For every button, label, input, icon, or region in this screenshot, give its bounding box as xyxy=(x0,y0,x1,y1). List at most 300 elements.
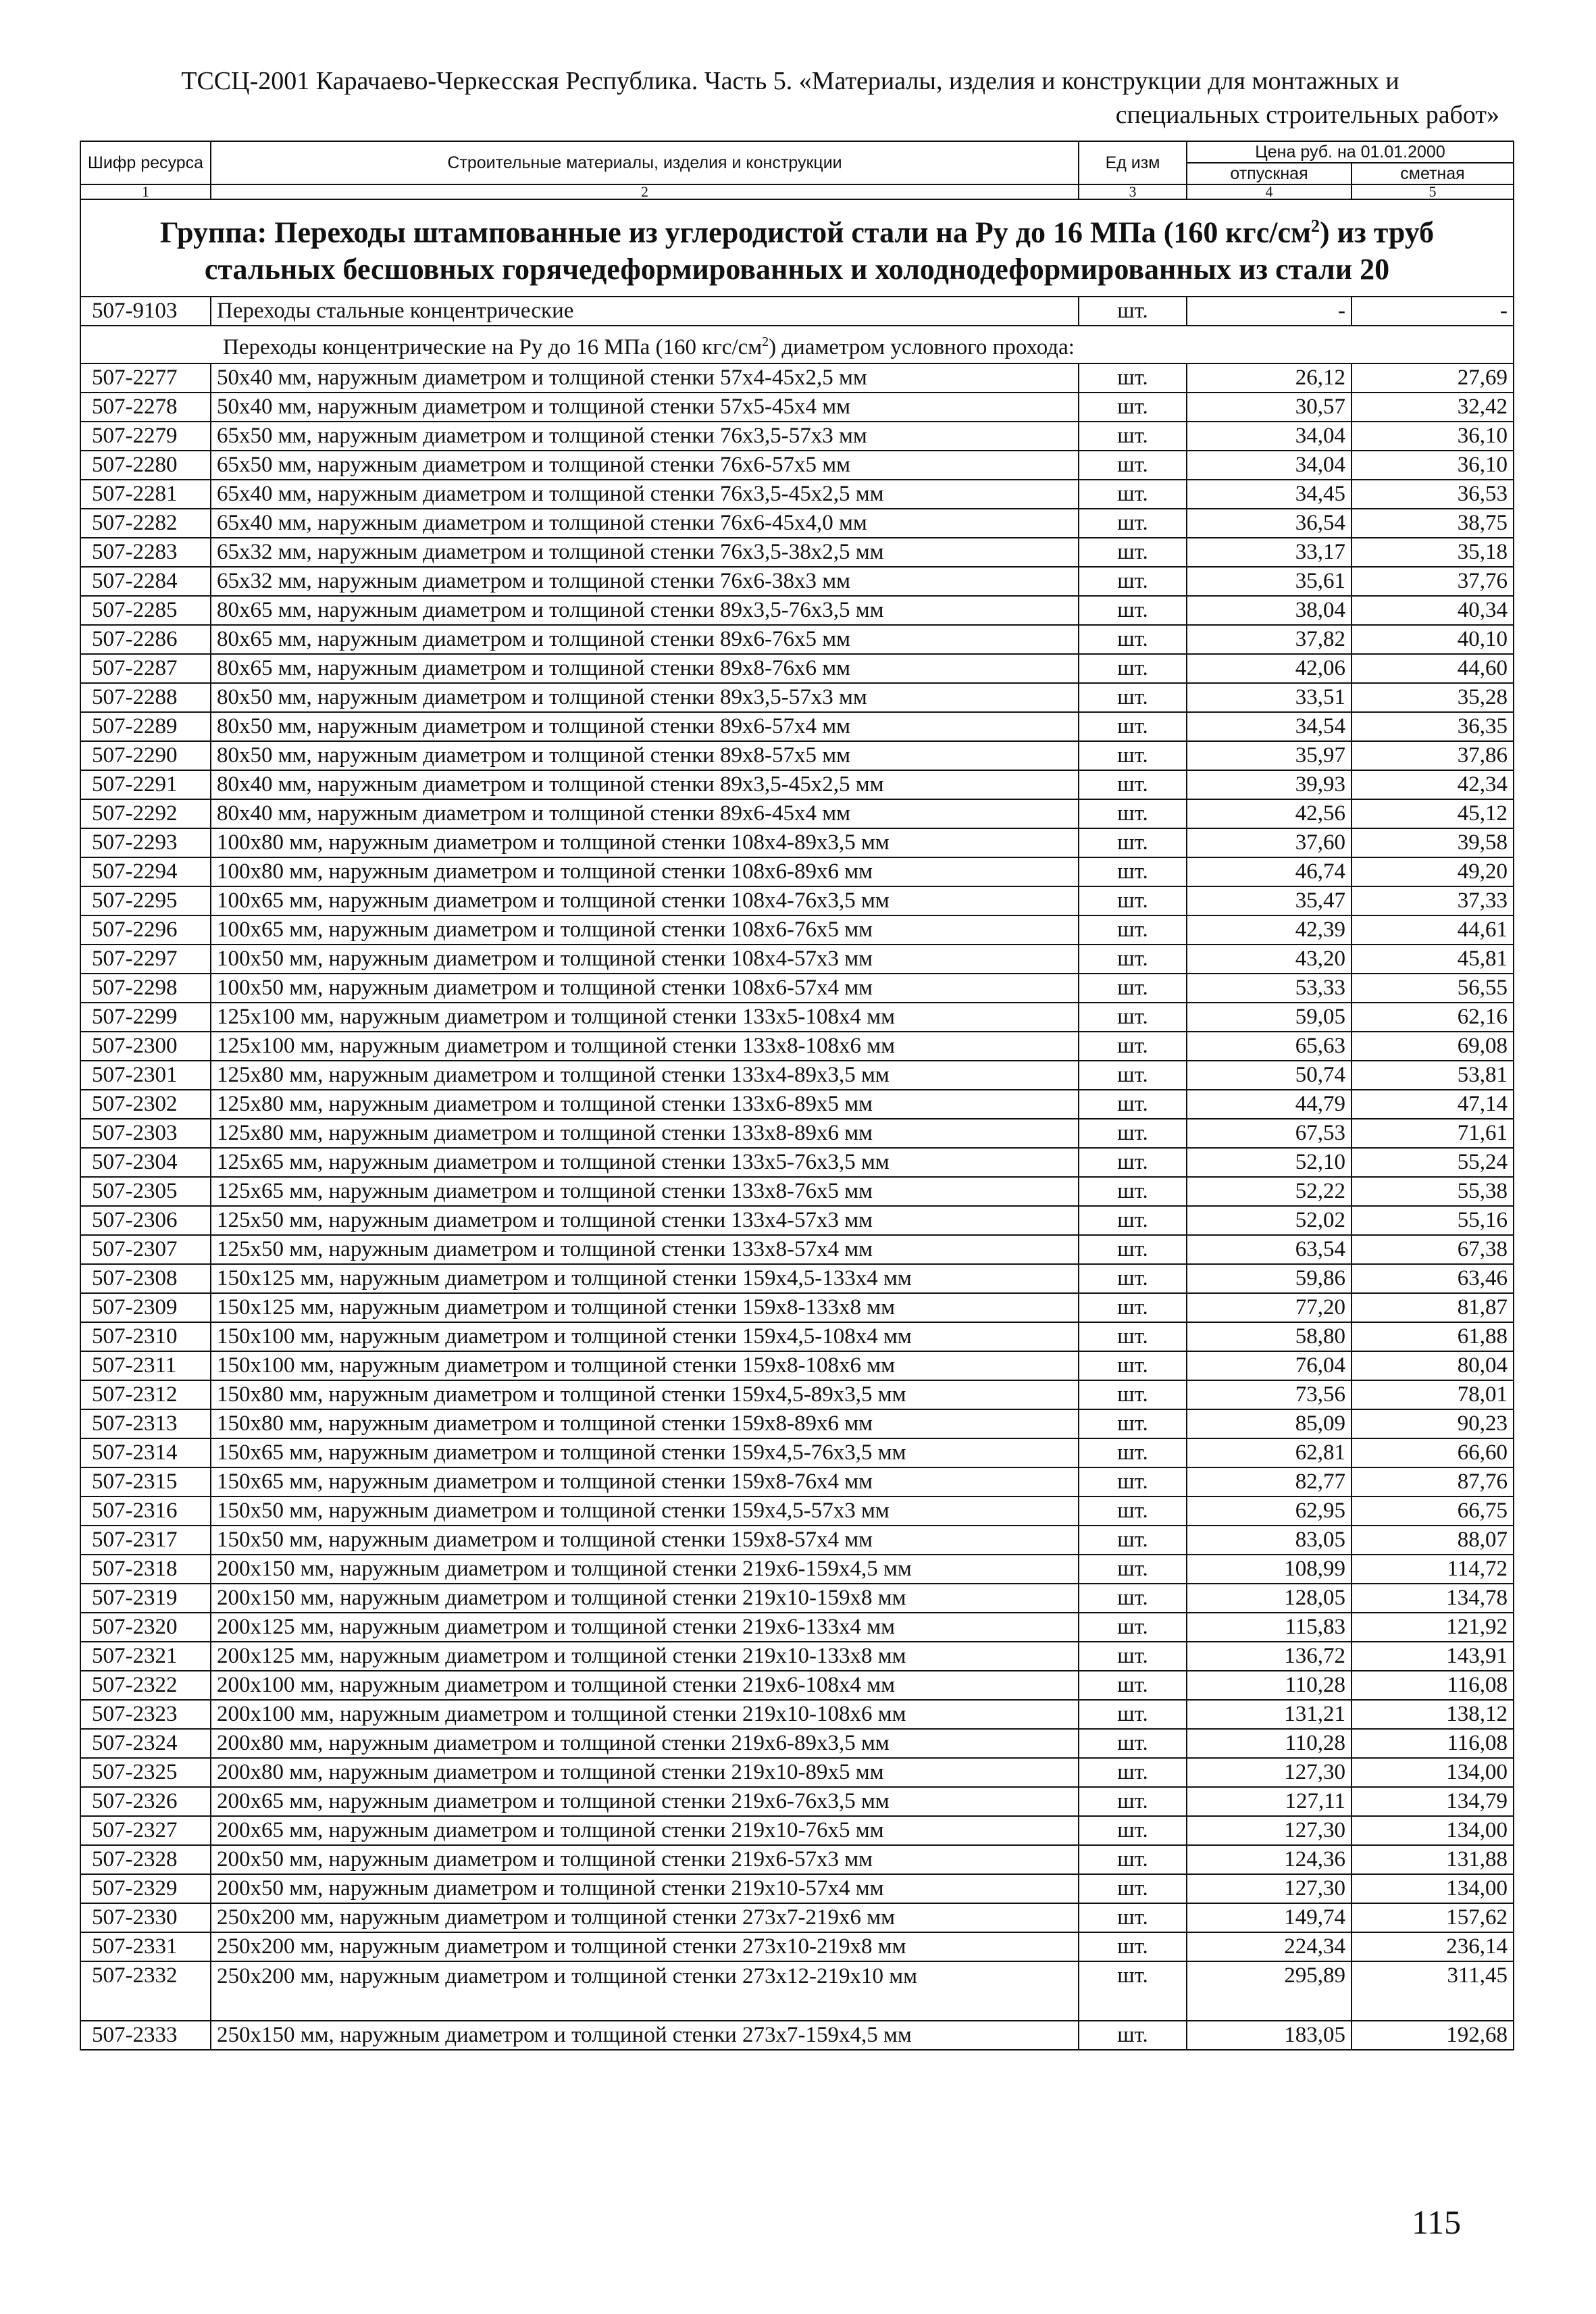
col-header-release: отпускная xyxy=(1187,163,1352,184)
table-row xyxy=(80,393,1514,422)
cell-code: 507-2287 xyxy=(80,654,211,683)
cell-code: 507-2280 xyxy=(80,451,211,480)
cell-release-price: 34,45 xyxy=(1187,480,1352,509)
cell-unit: шт. xyxy=(1079,1555,1187,1584)
cell-unit: шт. xyxy=(1079,567,1187,596)
table-row xyxy=(80,2021,1514,2050)
cell-code: 507-2277 xyxy=(80,363,211,393)
cell-code: 507-2307 xyxy=(80,1235,211,1264)
cell-release-price: 59,05 xyxy=(1187,1003,1352,1032)
col-number: 3 xyxy=(1079,184,1187,199)
cell-release-price: 183,05 xyxy=(1187,2021,1352,2050)
cell-release-price: 52,10 xyxy=(1187,1148,1352,1177)
cell-release-price: 83,05 xyxy=(1187,1526,1352,1555)
col-header-code: Шифр ресурса xyxy=(80,141,211,184)
cell-unit: шт. xyxy=(1079,1206,1187,1235)
cell-description: 125x100 мм, наружным диаметром и толщиной стенки 133x8-108x6 мм xyxy=(211,1032,1079,1061)
cell-description: 150x100 мм, наружным диаметром и толщиной стенки 159x4,5-108x4 мм xyxy=(211,1322,1079,1351)
cell-code: 507-2323 xyxy=(80,1700,211,1729)
cell-description: 80x50 мм, наружным диаметром и толщиной стенки 89x6-57x4 мм xyxy=(211,712,1079,741)
cell-description: 65x32 мм, наружным диаметром и толщиной стенки 76x6-38x3 мм xyxy=(211,567,1079,596)
cell-release-price: 62,81 xyxy=(1187,1438,1352,1467)
table-row xyxy=(80,1438,1514,1467)
cell-estimate-price: 35,18 xyxy=(1352,538,1514,567)
cell-code: 507-2278 xyxy=(80,393,211,422)
table-row xyxy=(80,828,1514,857)
table-row xyxy=(80,1584,1514,1613)
cell-release-price: 44,79 xyxy=(1187,1090,1352,1119)
cell-release-price: 127,30 xyxy=(1187,1874,1352,1903)
cell-release-price: 52,22 xyxy=(1187,1177,1352,1206)
cell-description: Переходы стальные концентрические xyxy=(211,297,1079,326)
cell-estimate-price: 37,76 xyxy=(1352,567,1514,596)
cell-estimate-price: 78,01 xyxy=(1352,1380,1514,1409)
col-number: 2 xyxy=(211,184,1079,199)
table-row xyxy=(80,945,1514,974)
cell-description: 200x100 мм, наружным диаметром и толщиной стенки 219x10-108x6 мм xyxy=(211,1700,1079,1729)
cell-unit: шт. xyxy=(1079,1293,1187,1322)
cell-description: 150x65 мм, наружным диаметром и толщиной стенки 159x8-76x4 мм xyxy=(211,1467,1079,1496)
cell-code: 507-2311 xyxy=(80,1351,211,1380)
cell-unit: шт. xyxy=(1079,596,1187,625)
table-row xyxy=(80,1032,1514,1061)
table-row xyxy=(80,1235,1514,1264)
cell-estimate-price: 56,55 xyxy=(1352,974,1514,1003)
group-title-text-end: ) из труб стальных бесшовных горячедеформированных и холоднодеформированных из стали 20 xyxy=(204,216,1435,286)
cell-estimate-price: 40,34 xyxy=(1352,596,1514,625)
cell-code: 507-2332 xyxy=(80,1961,211,2021)
cell-code: 507-2327 xyxy=(80,1816,211,1845)
table-row xyxy=(80,567,1514,596)
cell-release-price: 52,02 xyxy=(1187,1206,1352,1235)
cell-release-price: 131,21 xyxy=(1187,1700,1352,1729)
table-row xyxy=(80,1787,1514,1816)
cell-unit: шт. xyxy=(1079,828,1187,857)
cell-estimate-price: 116,08 xyxy=(1352,1729,1514,1758)
table-row xyxy=(80,480,1514,509)
cell-description: 50x40 мм, наружным диаметром и толщиной стенки 57x5-45x4 мм xyxy=(211,393,1079,422)
cell-code: 507-2298 xyxy=(80,974,211,1003)
cell-release-price: 127,30 xyxy=(1187,1758,1352,1787)
table-row xyxy=(80,1467,1514,1496)
cell-code: 507-2294 xyxy=(80,857,211,886)
cell-code: 507-2326 xyxy=(80,1787,211,1816)
cell-code: 507-2318 xyxy=(80,1555,211,1584)
cell-description: 100x65 мм, наружным диаметром и толщиной стенки 108x6-76x5 мм xyxy=(211,915,1079,945)
cell-estimate-price: 71,61 xyxy=(1352,1119,1514,1148)
cell-release-price: 136,72 xyxy=(1187,1642,1352,1671)
cell-release-price: 33,51 xyxy=(1187,683,1352,712)
cell-description: 200x150 мм, наружным диаметром и толщиной стенки 219x6-159x4,5 мм xyxy=(211,1555,1079,1584)
cell-description: 80x40 мм, наружным диаметром и толщиной стенки 89x3,5-45x2,5 мм xyxy=(211,770,1079,799)
cell-code: 507-2301 xyxy=(80,1061,211,1090)
cell-code: 507-2316 xyxy=(80,1496,211,1526)
table-row xyxy=(80,625,1514,654)
subheader-text-start: Переходы концентрические на Ру до 16 МПа (160 кгс/см xyxy=(223,334,763,359)
cell-code: 507-2302 xyxy=(80,1090,211,1119)
table-row xyxy=(80,1148,1514,1177)
cell-code: 507-2279 xyxy=(80,422,211,451)
table-row xyxy=(80,1729,1514,1758)
cell-estimate-price: 192,68 xyxy=(1352,2021,1514,2050)
cell-estimate-price: 134,00 xyxy=(1352,1816,1514,1845)
cell-release-price: 33,17 xyxy=(1187,538,1352,567)
cell-release-price: 42,06 xyxy=(1187,654,1352,683)
subheader-row xyxy=(80,326,1514,363)
cell-release-price: 35,97 xyxy=(1187,741,1352,770)
cell-release-price: 110,28 xyxy=(1187,1671,1352,1700)
cell-estimate-price: 44,61 xyxy=(1352,915,1514,945)
cell-code: 507-2305 xyxy=(80,1177,211,1206)
cell-description: 125x100 мм, наружным диаметром и толщиной стенки 133x5-108x4 мм xyxy=(211,1003,1079,1032)
cell-code: 507-2329 xyxy=(80,1874,211,1903)
cell-estimate-price: 138,12 xyxy=(1352,1700,1514,1729)
cell-unit: шт. xyxy=(1079,1380,1187,1409)
cell-estimate-price: 80,04 xyxy=(1352,1351,1514,1380)
cell-description: 125x50 мм, наружным диаметром и толщиной стенки 133x8-57x4 мм xyxy=(211,1235,1079,1264)
cell-description: 150x125 мм, наружным диаметром и толщиной стенки 159x8-133x8 мм xyxy=(211,1293,1079,1322)
cell-estimate-price: 90,23 xyxy=(1352,1409,1514,1438)
document-header-line1: ТССЦ-2001 Карачаево-Черкесская Республика. Часть 5. «Материалы, изделия и конструкции для монтажных и xyxy=(181,67,1399,95)
cell-unit: шт. xyxy=(1079,974,1187,1003)
cell-description: 125x80 мм, наружным диаметром и толщиной стенки 133x4-89x3,5 мм xyxy=(211,1061,1079,1090)
cell-estimate-price: 236,14 xyxy=(1352,1932,1514,1961)
cell-code: 507-2309 xyxy=(80,1293,211,1322)
cell-description: 200x50 мм, наружным диаметром и толщиной стенки 219x10-57x4 мм xyxy=(211,1874,1079,1903)
cell-unit: шт. xyxy=(1079,654,1187,683)
cell-code: 507-2293 xyxy=(80,828,211,857)
cell-description: 200x150 мм, наружным диаметром и толщиной стенки 219x10-159x8 мм xyxy=(211,1584,1079,1613)
cell-code: 507-2283 xyxy=(80,538,211,567)
cell-release-price: 124,36 xyxy=(1187,1845,1352,1874)
cell-unit: шт. xyxy=(1079,1816,1187,1845)
table-row xyxy=(80,1613,1514,1642)
cell-unit: шт. xyxy=(1079,1903,1187,1932)
table-row xyxy=(80,1351,1514,1380)
cell-unit: шт. xyxy=(1079,1671,1187,1700)
cell-description: 125x80 мм, наружным диаметром и толщиной стенки 133x6-89x5 мм xyxy=(211,1090,1079,1119)
cell-estimate-price: 134,00 xyxy=(1352,1874,1514,1903)
cell-unit: шт. xyxy=(1079,1642,1187,1671)
cell-unit: шт. xyxy=(1079,422,1187,451)
cell-description: 80x65 мм, наружным диаметром и толщиной стенки 89x3,5-76x3,5 мм xyxy=(211,596,1079,625)
cell-estimate-price: 67,38 xyxy=(1352,1235,1514,1264)
table-row xyxy=(80,1119,1514,1148)
cell-estimate-price: 131,88 xyxy=(1352,1845,1514,1874)
cell-code: 507-2288 xyxy=(80,683,211,712)
cell-estimate-price: 55,16 xyxy=(1352,1206,1514,1235)
cell-unit: шт. xyxy=(1079,480,1187,509)
cell-release-price: 42,39 xyxy=(1187,915,1352,945)
cell-unit: шт. xyxy=(1079,1496,1187,1526)
cell-code: 507-2310 xyxy=(80,1322,211,1351)
cell-code: 507-2284 xyxy=(80,567,211,596)
cell-estimate-price: 45,12 xyxy=(1352,799,1514,828)
cell-release-price: 128,05 xyxy=(1187,1584,1352,1613)
cell-release-price: 58,80 xyxy=(1187,1322,1352,1351)
col-header-name: Строительные материалы, изделия и конструкции xyxy=(211,141,1079,184)
cell-unit: шт. xyxy=(1079,1845,1187,1874)
cell-estimate-price: 47,14 xyxy=(1352,1090,1514,1119)
cell-estimate-price: 49,20 xyxy=(1352,857,1514,886)
cell-estimate-price: 66,75 xyxy=(1352,1496,1514,1526)
cell-unit: шт. xyxy=(1079,297,1187,326)
cell-unit: шт. xyxy=(1079,1932,1187,1961)
table-row xyxy=(80,770,1514,799)
cell-unit: шт. xyxy=(1079,1264,1187,1293)
table-row xyxy=(80,1816,1514,1845)
cell-release-price: 127,30 xyxy=(1187,1816,1352,1845)
table-row xyxy=(80,1322,1514,1351)
cell-code: 507-2308 xyxy=(80,1264,211,1293)
cell-unit: шт. xyxy=(1079,1700,1187,1729)
cell-description: 100x80 мм, наружным диаметром и толщиной стенки 108x4-89x3,5 мм xyxy=(211,828,1079,857)
cell-unit: шт. xyxy=(1079,886,1187,915)
cell-description: 125x50 мм, наружным диаметром и толщиной стенки 133x4-57x3 мм xyxy=(211,1206,1079,1235)
cell-release-price: 26,12 xyxy=(1187,363,1352,393)
cell-code: 507-2289 xyxy=(80,712,211,741)
cell-estimate-price: 45,81 xyxy=(1352,945,1514,974)
table-row xyxy=(80,1903,1514,1932)
cell-description: 150x50 мм, наружным диаметром и толщиной стенки 159x8-57x4 мм xyxy=(211,1526,1079,1555)
table-row xyxy=(80,1845,1514,1874)
table-row xyxy=(80,1409,1514,1438)
cell-description: 200x80 мм, наружным диаметром и толщиной стенки 219x6-89x3,5 мм xyxy=(211,1729,1079,1758)
cell-estimate-price: 62,16 xyxy=(1352,1003,1514,1032)
cell-unit: шт. xyxy=(1079,1758,1187,1787)
cell-description: 125x80 мм, наружным диаметром и толщиной стенки 133x8-89x6 мм xyxy=(211,1119,1079,1148)
cell-unit: шт. xyxy=(1079,945,1187,974)
cell-code: 507-2295 xyxy=(80,886,211,915)
cell-description: 250x200 мм, наружным диаметром и толщиной стенки 273x12-219x10 мм xyxy=(211,1961,1079,2021)
group-title-text: Группа: Переходы штампованные из углеродистой стали на Ру до 16 МПа (160 кгс/см xyxy=(159,216,1312,249)
cell-description: 65x40 мм, наружным диаметром и толщиной стенки 76x6-45x4,0 мм xyxy=(211,509,1079,538)
table-row xyxy=(80,1003,1514,1032)
cell-code: 507-2319 xyxy=(80,1584,211,1613)
cell-unit: шт. xyxy=(1079,509,1187,538)
table-row xyxy=(80,538,1514,567)
cell-estimate-price: 114,72 xyxy=(1352,1555,1514,1584)
group-title-row xyxy=(80,199,1514,297)
col-number: 5 xyxy=(1352,184,1514,199)
table-row xyxy=(80,509,1514,538)
cell-code: 507-2324 xyxy=(80,1729,211,1758)
cell-estimate-price: 81,87 xyxy=(1352,1293,1514,1322)
cell-code: 507-2320 xyxy=(80,1613,211,1642)
col-header-price-group: Цена руб. на 01.01.2000 xyxy=(1187,141,1514,163)
table-row xyxy=(80,654,1514,683)
cell-code: 507-2312 xyxy=(80,1380,211,1409)
cell-estimate-price: 40,10 xyxy=(1352,625,1514,654)
col-number: 4 xyxy=(1187,184,1352,199)
cell-description: 65x50 мм, наружным диаметром и толщиной стенки 76x6-57x5 мм xyxy=(211,451,1079,480)
cell-estimate-price: 38,75 xyxy=(1352,509,1514,538)
cell-release-price: 59,86 xyxy=(1187,1264,1352,1293)
price-table xyxy=(80,141,1514,2051)
cell-estimate-price: 121,92 xyxy=(1352,1613,1514,1642)
subheader-text-end: ) диаметром условного прохода: xyxy=(769,334,1075,359)
cell-description: 65x40 мм, наружным диаметром и толщиной стенки 76x3,5-45x2,5 мм xyxy=(211,480,1079,509)
cell-unit: шт. xyxy=(1079,1177,1187,1206)
cell-unit: шт. xyxy=(1079,683,1187,712)
cell-release-price: 85,09 xyxy=(1187,1409,1352,1438)
table-row xyxy=(80,1700,1514,1729)
cell-release-price: 34,04 xyxy=(1187,422,1352,451)
table-row xyxy=(80,451,1514,480)
table-row xyxy=(80,683,1514,712)
cell-release-price: 36,54 xyxy=(1187,509,1352,538)
cell-release-price: 34,54 xyxy=(1187,712,1352,741)
subheader-superscript: 2 xyxy=(762,334,769,349)
cell-unit: шт. xyxy=(1079,1613,1187,1642)
cell-description: 80x50 мм, наружным диаметром и толщиной стенки 89x8-57x5 мм xyxy=(211,741,1079,770)
cell-code: 507-2313 xyxy=(80,1409,211,1438)
cell-code: 507-2331 xyxy=(80,1932,211,1961)
table-row xyxy=(80,1206,1514,1235)
group-title-superscript: 2 xyxy=(1311,216,1320,236)
cell-release-price: 35,47 xyxy=(1187,886,1352,915)
cell-release-price: 37,82 xyxy=(1187,625,1352,654)
cell-description: 65x50 мм, наружным диаметром и толщиной стенки 76x3,5-57x3 мм xyxy=(211,422,1079,451)
cell-description: 150x125 мм, наружным диаметром и толщиной стенки 159x4,5-133x4 мм xyxy=(211,1264,1079,1293)
cell-unit: шт. xyxy=(1079,1874,1187,1903)
cell-unit: шт. xyxy=(1079,1438,1187,1467)
cell-code: 507-2322 xyxy=(80,1671,211,1700)
cell-code: 507-2315 xyxy=(80,1467,211,1496)
cell-estimate-price: 36,10 xyxy=(1352,422,1514,451)
table-row xyxy=(80,1671,1514,1700)
cell-release-price: 149,74 xyxy=(1187,1903,1352,1932)
cell-release-price: 38,04 xyxy=(1187,596,1352,625)
cell-unit: шт. xyxy=(1079,1467,1187,1496)
column-number-row xyxy=(80,184,1514,199)
cell-estimate-price: 61,88 xyxy=(1352,1322,1514,1351)
cell-estimate-price: 87,76 xyxy=(1352,1467,1514,1496)
cell-code: 507-2286 xyxy=(80,625,211,654)
table-row xyxy=(80,1380,1514,1409)
cell-description: 200x100 мм, наружным диаметром и толщиной стенки 219x6-108x4 мм xyxy=(211,1671,1079,1700)
cell-code: 507-2328 xyxy=(80,1845,211,1874)
cell-unit: шт. xyxy=(1079,2021,1187,2050)
cell-estimate-price: 53,81 xyxy=(1352,1061,1514,1090)
cell-release-price: 82,77 xyxy=(1187,1467,1352,1496)
table-row xyxy=(80,1177,1514,1206)
cell-description: 100x50 мм, наружным диаметром и толщиной стенки 108x6-57x4 мм xyxy=(211,974,1079,1003)
table-row xyxy=(80,799,1514,828)
cell-release-price: 35,61 xyxy=(1187,567,1352,596)
cell-estimate-price: 63,46 xyxy=(1352,1264,1514,1293)
cell-unit: шт. xyxy=(1079,1526,1187,1555)
cell-code: 507-2325 xyxy=(80,1758,211,1787)
cell-estimate-price: 134,79 xyxy=(1352,1787,1514,1816)
cell-estimate-price: 143,91 xyxy=(1352,1642,1514,1671)
cell-code: 507-2281 xyxy=(80,480,211,509)
cell-code: 507-2299 xyxy=(80,1003,211,1032)
cell-estimate-price: 39,58 xyxy=(1352,828,1514,857)
cell-description: 200x65 мм, наружным диаметром и толщиной стенки 219x6-76x3,5 мм xyxy=(211,1787,1079,1816)
cell-unit: шт. xyxy=(1079,915,1187,945)
document-header-line2: специальных строительных работ» xyxy=(1115,101,1499,129)
cell-description: 150x80 мм, наружным диаметром и толщиной стенки 159x8-89x6 мм xyxy=(211,1409,1079,1438)
cell-description: 80x65 мм, наружным диаметром и толщиной стенки 89x8-76x6 мм xyxy=(211,654,1079,683)
cell-unit: шт. xyxy=(1079,770,1187,799)
cell-release-price: 224,34 xyxy=(1187,1932,1352,1961)
table-row xyxy=(80,915,1514,945)
cell-estimate-price: 66,60 xyxy=(1352,1438,1514,1467)
cell-description: 125x65 мм, наружным диаметром и толщиной стенки 133x8-76x5 мм xyxy=(211,1177,1079,1206)
table-row xyxy=(80,857,1514,886)
cell-release-price: 295,89 xyxy=(1187,1961,1352,2021)
cell-release-price: 37,60 xyxy=(1187,828,1352,857)
cell-estimate-price: 311,45 xyxy=(1352,1961,1514,2021)
cell-unit: шт. xyxy=(1079,1235,1187,1264)
cell-unit: шт. xyxy=(1079,712,1187,741)
cell-release-price: 65,63 xyxy=(1187,1032,1352,1061)
cell-estimate-price: 36,10 xyxy=(1352,451,1514,480)
cell-release-price: 62,95 xyxy=(1187,1496,1352,1526)
cell-unit: шт. xyxy=(1079,857,1187,886)
table-row xyxy=(80,596,1514,625)
cell-unit: шт. xyxy=(1079,1032,1187,1061)
cell-code: 507-2321 xyxy=(80,1642,211,1671)
cell-description: 80x65 мм, наружным диаметром и толщиной стенки 89x6-76x5 мм xyxy=(211,625,1079,654)
table-row xyxy=(80,1642,1514,1671)
cell-estimate-price: 35,28 xyxy=(1352,683,1514,712)
group-title xyxy=(80,199,1514,297)
cell-estimate-price: 44,60 xyxy=(1352,654,1514,683)
cell-code: 507-2296 xyxy=(80,915,211,945)
cell-code: 507-2300 xyxy=(80,1032,211,1061)
cell-estimate-price: 32,42 xyxy=(1352,393,1514,422)
cell-release-price: 39,93 xyxy=(1187,770,1352,799)
table-row xyxy=(80,1758,1514,1787)
cell-estimate-price: 157,62 xyxy=(1352,1903,1514,1932)
cell-release-price: 34,04 xyxy=(1187,451,1352,480)
cell-unit: шт. xyxy=(1079,1409,1187,1438)
table-row xyxy=(80,741,1514,770)
table-row xyxy=(80,1090,1514,1119)
cell-release-price: 43,20 xyxy=(1187,945,1352,974)
cell-release-price: 50,74 xyxy=(1187,1061,1352,1090)
cell-description: 250x200 мм, наружным диаметром и толщиной стенки 273x7-219x6 мм xyxy=(211,1903,1079,1932)
cell-description: 80x50 мм, наружным диаметром и толщиной стенки 89x3,5-57x3 мм xyxy=(211,683,1079,712)
cell-estimate-price: 37,86 xyxy=(1352,741,1514,770)
cell-release-price: 110,28 xyxy=(1187,1729,1352,1758)
cell-estimate-price: 55,24 xyxy=(1352,1148,1514,1177)
cell-unit: шт. xyxy=(1079,799,1187,828)
cell-estimate-price: 88,07 xyxy=(1352,1526,1514,1555)
table-row xyxy=(80,1061,1514,1090)
cell-description: 200x80 мм, наружным диаметром и толщиной стенки 219x10-89x5 мм xyxy=(211,1758,1079,1787)
cell-description: 250x200 мм, наружным диаметром и толщиной стенки 273x10-219x8 мм xyxy=(211,1932,1079,1961)
cell-unit: шт. xyxy=(1079,1961,1187,2021)
cell-code: 507-2314 xyxy=(80,1438,211,1467)
column-header-row xyxy=(80,141,1514,163)
col-number: 1 xyxy=(80,184,211,199)
cell-description: 65x32 мм, наружным диаметром и толщиной стенки 76x3,5-38x2,5 мм xyxy=(211,538,1079,567)
cell-release-price: 42,56 xyxy=(1187,799,1352,828)
cell-release-price: 53,33 xyxy=(1187,974,1352,1003)
table-row xyxy=(80,1874,1514,1903)
cell-code: 507-2291 xyxy=(80,770,211,799)
cell-unit: шт. xyxy=(1079,1119,1187,1148)
cell-code: 507-2297 xyxy=(80,945,211,974)
cell-description: 150x50 мм, наружным диаметром и толщиной стенки 159x4,5-57x3 мм xyxy=(211,1496,1079,1526)
table-row xyxy=(80,1293,1514,1322)
cell-release-price: 77,20 xyxy=(1187,1293,1352,1322)
cell-code: 507-2306 xyxy=(80,1206,211,1235)
table-row xyxy=(80,1961,1514,2021)
